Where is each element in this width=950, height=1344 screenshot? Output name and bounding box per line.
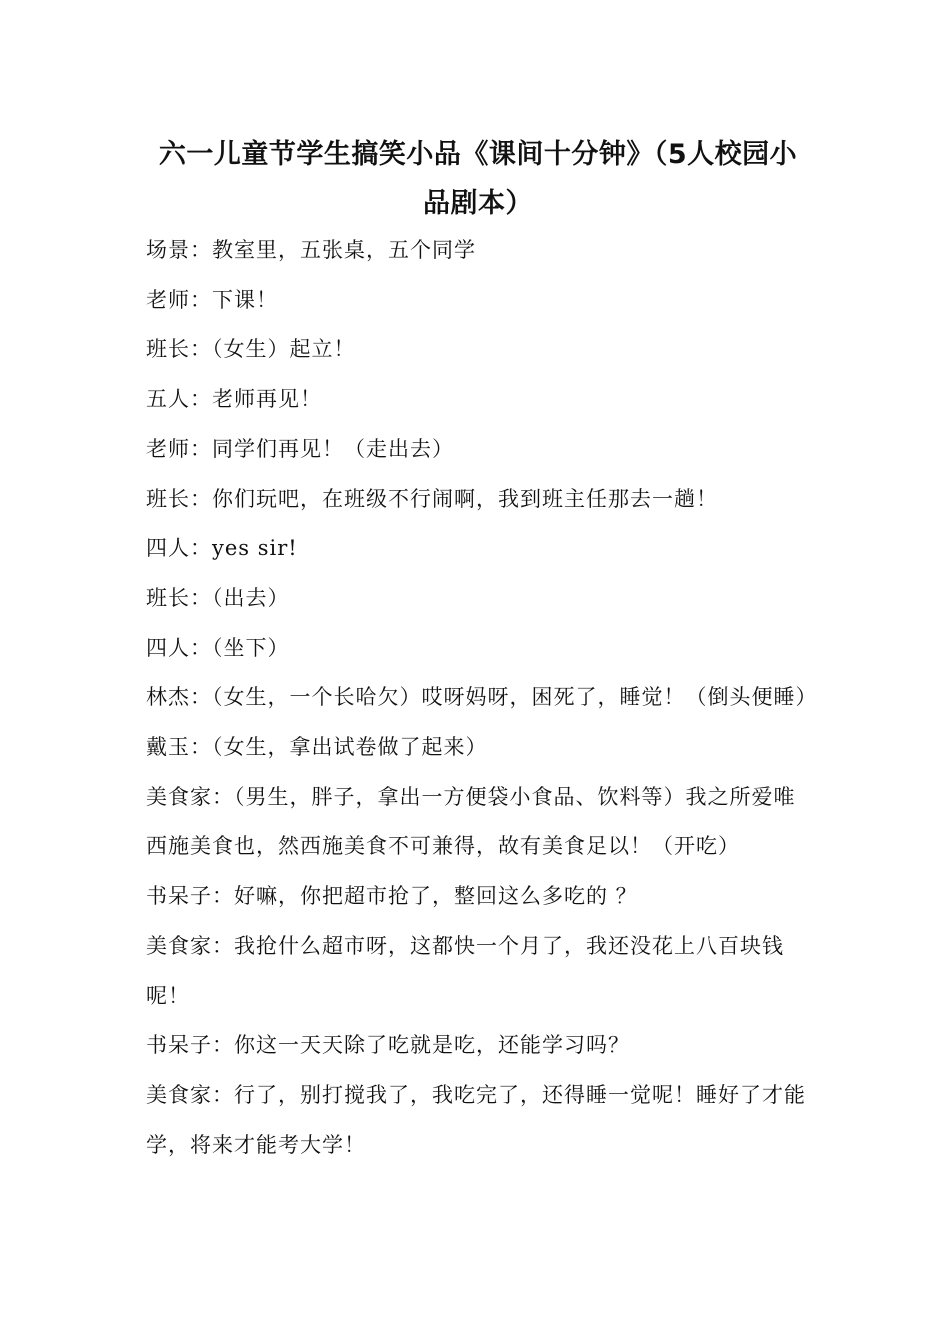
paragraph-line: 班长：（出去） — [146, 585, 290, 610]
document-title: 六一儿童节学生搞笑小品《课间十分钟》（5人校园小品剧本） — [158, 139, 798, 219]
paragraph-line: 四人：yes sir! — [146, 536, 298, 561]
paragraph-line: 老师：下课！ — [146, 287, 278, 312]
paragraph-line: 美食家：（男生，胖子，拿出一方便袋小食品、饮料等）我之所爱唯西施美食也，然西施美食不可兼得，故有美食足以！（开吃） — [146, 784, 796, 859]
paragraph-line: 书呆子：你这一天天除了吃就是吃，还能学习吗？ — [146, 1033, 630, 1058]
paragraph-line: 林杰：（女生，一个长哈欠）哎呀妈呀，困死了，睡觉！（倒头便睡） — [146, 685, 818, 710]
paragraph-line: 美食家：行了，别打搅我了，我吃完了，还得睡一觉呢！睡好了才能学，将来才能考大学！ — [146, 1082, 806, 1157]
paragraph-line: 班长：你们玩吧，在班级不行闹啊，我到班主任那去一趟！ — [146, 486, 718, 511]
paragraph-line: 四人：（坐下） — [146, 635, 290, 660]
paragraph-line: 班长：（女生）起立！ — [146, 337, 356, 362]
paragraph-line: 老师：同学们再见！（走出去） — [146, 436, 454, 461]
paragraph-line: 五人：老师再见！ — [146, 387, 322, 412]
paragraph-line: 美食家：我抢什么超市呀，这都快一个月了，我还没花上八百块钱呢！ — [146, 933, 784, 1008]
document-body — [146, 226, 818, 1170]
paragraph-line: 戴玉：（女生，拿出试卷做了起来） — [146, 735, 488, 760]
paragraph-line: 书呆子：好嘛，你把超市抢了，整回这么多吃的 ？ — [146, 884, 638, 909]
paragraph-scene: 场景：教室里，五张桌，五个同学 — [146, 238, 476, 262]
